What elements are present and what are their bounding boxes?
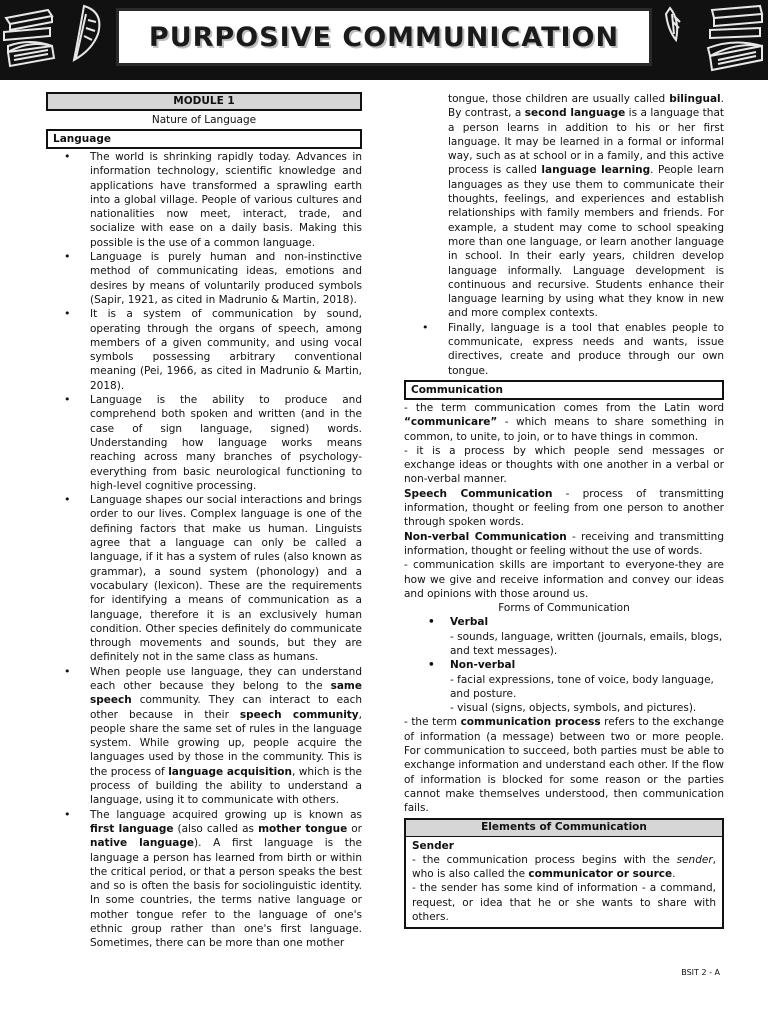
sender-line xyxy=(412,853,716,882)
keyword: mother tongue xyxy=(258,822,348,835)
keyword: language acquisition xyxy=(168,765,292,778)
forms-heading: Forms of Communication xyxy=(498,602,630,615)
keyword: Non-verbal Communication xyxy=(404,530,567,543)
paragraph xyxy=(404,530,724,559)
text: . People learn languages as they use them to communicate their thoughts, feelings, and experiences and establish relationships with family members and friends. For example, a student may come to school speaking more than one language, or learn another language in school. In their early years, children develop language informally. Language development is continuous and recursive. Students enhance their language learning by using what they know in new and more complex contexts. xyxy=(448,164,724,320)
header-banner xyxy=(0,0,768,80)
form-description: - sounds, language, written (journals, emails, blogs, and text messages). xyxy=(450,630,723,657)
text: The language acquired growing up is known as xyxy=(90,808,362,821)
keyword: communicator or source xyxy=(528,868,673,881)
keyword: communication process xyxy=(460,716,601,729)
text: , people share the same set of rules in the language system. While growing up, people acquire the languages used by those in the community. This is the process of xyxy=(90,708,362,778)
keyword: first language xyxy=(90,822,174,835)
text: When people use language, they can understand each other because they belong to the xyxy=(90,665,362,692)
keyword: speech community xyxy=(239,708,359,721)
left-column xyxy=(46,92,362,951)
final-bullet-list xyxy=(404,321,724,378)
paragraph xyxy=(404,401,724,444)
text: , who is also called the xyxy=(412,853,716,881)
module-subtitle: Nature of Language xyxy=(151,114,257,126)
text: - which means to share something in common, to unite, to join, or to have things in common. xyxy=(404,416,724,443)
section-heading-language: Language xyxy=(46,129,362,149)
text: (also called as xyxy=(173,822,259,835)
right-column xyxy=(404,92,724,929)
list-item: • Language is the ability to produce and comprehend both spoken and written (and in the case of sign language, signed) words. Understanding how language works means reaching across many branches of psychology-everything from basic neurological functioning to high-level cognitive processing. xyxy=(46,393,362,493)
keyword: second language xyxy=(524,107,626,120)
banner-title-box xyxy=(116,8,652,66)
continued-paragraph xyxy=(404,92,724,321)
list-item: • Finally, language is a tool that enables people to communicate, express needs and wants, issue directives, create and produce through our own tongue. xyxy=(404,321,724,378)
list-item: • Language shapes our social interactions and brings order to our lives. Complex language is one of the defining factors that make us human. Linguists agree that a language can only be called a language, if it has a system of rules (also known as grammar), a sound system (phonology) and a vocabulary (lexicon). These are the requirements for identifying a means of communication as a language, therefore it is an exclusively human condition. Other species definitely do communicate through movements and sounds, but they are definitely not in the same class as humans. xyxy=(46,493,362,665)
list-item: • The world is shrinking rapidly today. Advances in information technology, scientific knowledge and applications have transformed a sprawling earth into a global village. People of various cultures and nationalities now meet, interact, trade, and socialize with ease on a daily basis. Making this possible is the use of a common language. xyxy=(46,150,362,250)
document-title: PURPOSIVE COMMUNICATION xyxy=(148,21,620,53)
keyword: language learning xyxy=(541,164,651,177)
keyword: bilingual xyxy=(669,93,721,105)
stacked-books-icon xyxy=(0,0,112,80)
sender-heading: Sender xyxy=(412,839,454,852)
paragraph xyxy=(404,487,724,530)
text: tongue, those children are usually called xyxy=(448,93,670,105)
paragraph xyxy=(404,715,724,815)
elements-box xyxy=(404,818,724,930)
module-label: MODULE 1 xyxy=(46,92,362,111)
form-verbal: • Verbal xyxy=(404,615,724,629)
text: ). A first language is the language a person has learned from birth or within the critical period, or that a person speaks the best and so is often the basis for sociolinguistic identity. In some countries, the terms native language or mother tongue refer to the language of one's ethnic group rather than one's first language. Sometimes, there can be more than one mother xyxy=(90,837,362,950)
text: . By contrast, a xyxy=(448,93,724,120)
text: community. They can interact to each other because in their xyxy=(90,694,362,721)
keyword: same speech xyxy=(90,679,362,707)
keyword: “communicare” xyxy=(404,416,498,429)
list-item xyxy=(46,665,362,808)
form-description: - visual (signs, objects, symbols, and pictures). xyxy=(450,702,697,715)
paragraph: - it is a process by which people send messages or exchange ideas or thoughts with one another in a verbal or non-verbal manner. xyxy=(404,444,724,486)
text: - receiving and transmitting information, thought or feeling without the use of words. xyxy=(404,530,724,557)
sender-line: - the sender has some kind of information - a command, request, or idea that he or she wants to share with others. xyxy=(412,882,716,924)
feather-quill-icon xyxy=(74,6,99,60)
list-item xyxy=(46,808,362,951)
section-heading-communication: Communication xyxy=(404,380,724,400)
paragraph: - communication skills are important to everyone-they are how we give and receive information and convey our ideas and opinions with those around us. xyxy=(404,559,724,600)
emphasis: sender xyxy=(676,853,713,866)
footer-label: BSIT 2 - A xyxy=(681,968,720,977)
elements-body xyxy=(406,837,722,928)
elements-heading: Elements of Communication xyxy=(406,820,722,837)
keyword: native language xyxy=(90,837,195,850)
text: - the communication process begins with the xyxy=(412,853,677,866)
text: - process of transmitting information, thought or feeling from one person to another through spoken words. xyxy=(404,487,724,529)
text: is a language that a person learns in addition to his or her first language. It may be learned in a formal or informal way, such as at school or in a family, and this active process is called xyxy=(448,107,724,177)
list-item: • Language is purely human and non-instinctive method of communicating ideas, emotions and desires by means of voluntarily produced symbols (Sapir, 1921, as cited in Madrunio & Martin, 2018). xyxy=(46,250,362,307)
text: , which is the process of building the ability to understand a language, using it to communicate with others. xyxy=(90,765,362,807)
text: - the term communication comes from the Latin word xyxy=(404,401,724,414)
text: or xyxy=(347,822,362,835)
form-nonverbal: • Non-verbal xyxy=(404,658,724,672)
text: . xyxy=(672,868,676,881)
list-item: • It is a system of communication by sound, operating through the organs of speech, among members of a given community, and using vocal symbols possessing arbitrary conventional meaning (Pei, 1966, as cited in Madrunio & Martin, 2018). xyxy=(46,307,362,393)
keyword: Speech Communication xyxy=(404,487,553,500)
language-bullet-list xyxy=(46,150,362,951)
open-book-icon xyxy=(656,0,768,80)
form-description: - facial expressions, tone of voice, body language, and posture. xyxy=(450,673,714,700)
text: refers to the exchange of information (a message) between two or more people. For communication to succeed, both parties must be able to exchange information and understand each other. If the flow of information is blocked for some reason or the parties cannot make themselves understood, then communication fails. xyxy=(404,716,724,815)
text: - the term xyxy=(404,716,461,729)
